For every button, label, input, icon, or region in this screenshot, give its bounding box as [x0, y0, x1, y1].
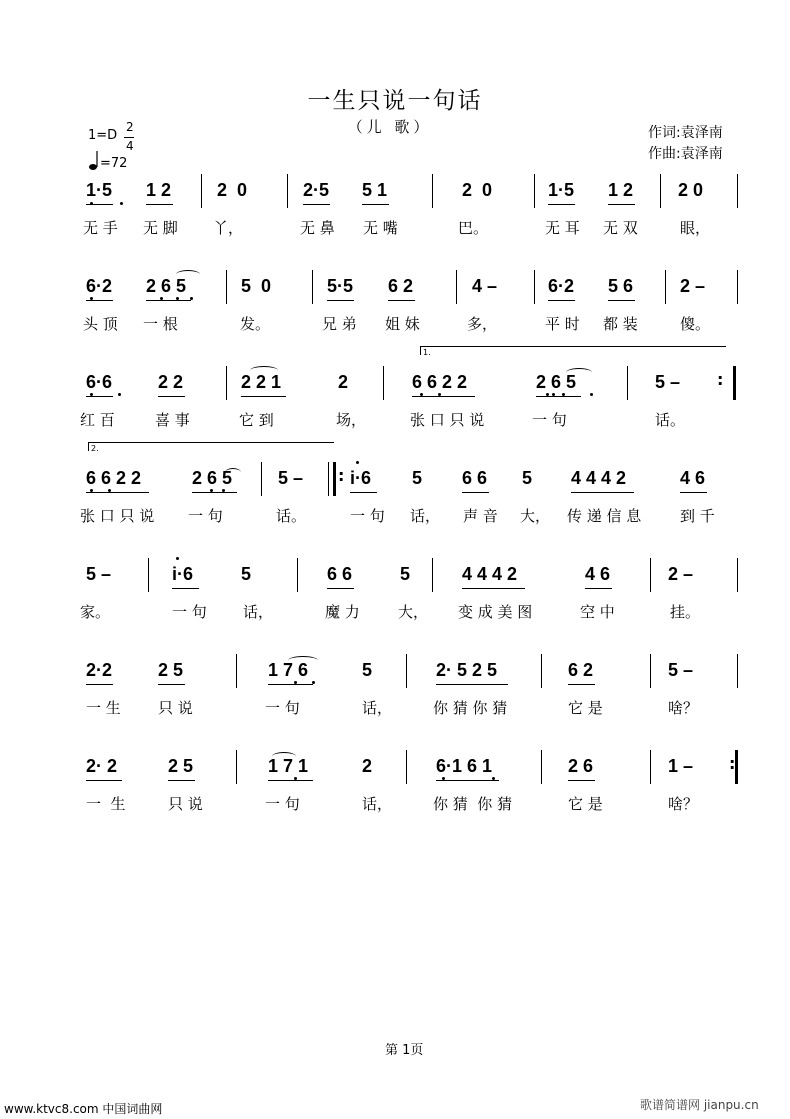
barline [148, 558, 149, 592]
note-group: 5 0 [241, 276, 272, 296]
barline [226, 366, 227, 400]
lyric-text: 一 句 [350, 507, 385, 525]
note-group: 2 0 [217, 180, 248, 200]
note-group: 1·5 [548, 180, 575, 200]
lyric-text: 一 生 [86, 795, 126, 813]
repeat-dots: : [717, 370, 724, 389]
lyric-text: 无 鼻 [300, 219, 335, 237]
note-group: 2 0 [678, 180, 704, 200]
note-group: 1 2 [146, 180, 172, 200]
repeat-end-bar [733, 366, 736, 400]
barline [201, 174, 202, 208]
barline [665, 270, 666, 304]
octave-dot [160, 297, 163, 300]
note-group: 5 [241, 564, 252, 584]
lyric-text: 话， [362, 795, 393, 813]
barline [541, 654, 542, 688]
note-group: 1 – [668, 756, 694, 776]
lyric-text: 巴。 [458, 219, 489, 237]
slur-arc [272, 752, 296, 761]
repeat-start-bar [333, 462, 336, 496]
octave-dot [420, 393, 423, 396]
lyric-text: 声 音 [463, 507, 498, 525]
note-group: 2· 2 [86, 756, 118, 776]
note-group: 6 2 [568, 660, 594, 680]
eighth-underline [168, 780, 195, 781]
lyric-text: 到 千 [680, 507, 715, 525]
song-subtitle: （儿 歌） [347, 118, 433, 136]
lyric-text: 都 装 [603, 315, 638, 333]
eighth-underline [146, 204, 173, 205]
note-group: 1 7 6 [268, 660, 309, 680]
lyric-text: 张 口 只 说 [80, 507, 155, 525]
volta-bracket [88, 442, 334, 451]
octave-dot [90, 489, 93, 492]
lyric-text: 傻。 [680, 315, 711, 333]
note-group: 2 – [680, 276, 706, 296]
time-signature-bottom: 4 [126, 139, 134, 153]
barline [541, 750, 542, 784]
eighth-underline [608, 300, 635, 301]
octave-dot [294, 681, 297, 684]
lyric-text: 它 是 [568, 699, 603, 717]
lyric-text: 场， [336, 411, 367, 429]
note-group: 2 [338, 372, 349, 392]
eighth-underline [86, 396, 113, 397]
barline [737, 654, 738, 688]
eighth-underline [192, 492, 237, 493]
barline [236, 750, 237, 784]
eighth-underline [436, 684, 508, 685]
lyric-text: 话。 [276, 507, 307, 525]
octave-dot [210, 489, 213, 492]
watermark-right: 歌谱简谱网 jianpu.cn [640, 1098, 759, 1112]
barline [534, 270, 535, 304]
lyric-text: 话， [410, 507, 441, 525]
eighth-underline [268, 780, 313, 781]
octave-dot [562, 393, 565, 396]
eighth-underline [548, 204, 575, 205]
lyric-text: 喜 事 [155, 411, 190, 429]
lyric-text: 它 是 [568, 795, 603, 813]
barline [737, 558, 738, 592]
lyric-text: 一 句 [265, 795, 300, 813]
barline [737, 270, 738, 304]
lyric-text: 姐 妹 [385, 315, 420, 333]
composer-credit: 作曲:袁泽南 [648, 146, 723, 162]
octave-dot [438, 393, 441, 396]
note-group: 2 6 [568, 756, 594, 776]
eighth-underline [86, 300, 113, 301]
lyric-text: 头 顶 [83, 315, 118, 333]
octave-dot [546, 393, 549, 396]
lyric-text: 家。 [80, 603, 111, 621]
note-group: 4 4 4 2 [571, 468, 627, 488]
note-group: 6 6 2 2 [412, 372, 468, 392]
note-group: 1 7 1 [268, 756, 309, 776]
volta-number: 2. [91, 444, 99, 453]
lyric-text: 一 句 [532, 411, 567, 429]
lyric-text: 无 耳 [545, 219, 580, 237]
slur-arc [225, 468, 241, 477]
eighth-underline [241, 396, 286, 397]
note-group: 5 – [86, 564, 112, 584]
barline [660, 174, 661, 208]
eighth-underline [86, 492, 149, 493]
note-group: i·6 [172, 564, 194, 584]
note-group: 5 – [668, 660, 694, 680]
eighth-underline [462, 588, 525, 589]
eighth-underline [568, 684, 595, 685]
lyric-text: 只 说 [168, 795, 203, 813]
note-group: 2· 5 2 5 [436, 660, 498, 680]
eighth-underline [172, 588, 199, 589]
note-group: 2 2 1 [241, 372, 282, 392]
lyric-text: 它 到 [239, 411, 274, 429]
eighth-underline [536, 396, 581, 397]
note-group: 6 2 [388, 276, 414, 296]
final-bar [735, 750, 738, 784]
barline [456, 270, 457, 304]
barline [737, 174, 738, 208]
note-group: 1 2 [608, 180, 634, 200]
note-group: 2·5 [303, 180, 330, 200]
eighth-underline [585, 588, 612, 589]
barline [534, 174, 535, 208]
note-group: 6·2 [86, 276, 113, 296]
volta-bracket [420, 346, 726, 355]
note-group: 2 5 [158, 660, 184, 680]
octave-dot [294, 777, 297, 780]
lyricist-credit: 作词:袁泽南 [648, 125, 723, 141]
lyric-text: 丫， [213, 219, 244, 237]
octave-dot [108, 489, 111, 492]
note-group: 4 6 [585, 564, 611, 584]
slur-arc [566, 368, 592, 377]
note-group: 5 [412, 468, 423, 488]
tempo-marking: =72 [100, 156, 128, 171]
barline [406, 654, 407, 688]
note-group: 2 5 [168, 756, 194, 776]
barline [297, 558, 298, 592]
barline [287, 174, 288, 208]
note-group: 1·5 [86, 180, 113, 200]
note-group: 2 6 5 [146, 276, 187, 296]
lyric-text: 变 成 美 图 [458, 603, 533, 621]
lyric-text: 大， [520, 507, 551, 525]
note-group: 2·2 [86, 660, 113, 680]
lyric-text: 啥？ [668, 795, 699, 813]
octave-dot [90, 202, 93, 205]
eighth-underline [568, 780, 595, 781]
eighth-underline [268, 684, 313, 685]
note-group: 5 – [278, 468, 304, 488]
eighth-underline [548, 300, 575, 301]
lyric-text: 无 双 [603, 219, 638, 237]
octave-dot [120, 202, 123, 205]
eighth-underline [362, 204, 389, 205]
eighth-underline [327, 588, 354, 589]
note-group: 5 1 [362, 180, 388, 200]
lyric-text: 一 句 [188, 507, 223, 525]
time-signature-top: 2 [126, 120, 134, 134]
octave-dot [492, 777, 495, 780]
octave-dot [222, 489, 225, 492]
lyric-text: 传 递 信 息 [567, 507, 642, 525]
barline [650, 750, 651, 784]
high-octave-dot [356, 461, 359, 464]
note-group: 2 6 5 [192, 468, 233, 488]
lyric-text: 无 脚 [143, 219, 178, 237]
lyric-text: 话， [243, 603, 274, 621]
barline [312, 270, 313, 304]
barline [261, 462, 262, 496]
octave-dot [590, 393, 593, 396]
lyric-text: 张 口 只 说 [410, 411, 485, 429]
barline [406, 750, 407, 784]
note-group: 2 [362, 756, 373, 776]
lyric-text: 红 百 [80, 411, 115, 429]
note-group: 4 6 [680, 468, 706, 488]
slur-arc [288, 656, 318, 665]
eighth-underline [412, 396, 475, 397]
note-group: 6·2 [548, 276, 575, 296]
note-group: 2 0 [462, 180, 493, 200]
eighth-underline [86, 780, 122, 781]
note-group: 5 6 [608, 276, 634, 296]
lyric-text: 挂。 [670, 603, 701, 621]
note-group: 6·6 [86, 372, 113, 392]
lyric-text: 眼， [680, 219, 711, 237]
note-group: 6 6 2 2 [86, 468, 142, 488]
note-group: 6·1 6 1 [436, 756, 493, 776]
lyric-text: 发。 [240, 315, 271, 333]
volta-number: 1. [423, 348, 431, 357]
octave-dot [90, 393, 93, 396]
barline [328, 462, 329, 496]
watermark-left: www.ktvc8.com 中国词曲网 [4, 1102, 163, 1116]
lyric-text: 只 说 [158, 699, 193, 717]
eighth-underline [158, 396, 185, 397]
note-group: i·6 [350, 468, 372, 488]
lyric-text: 空 中 [580, 603, 615, 621]
barline [236, 654, 237, 688]
lyric-text: 一 句 [265, 699, 300, 717]
eighth-underline [436, 780, 499, 781]
slur-arc [250, 366, 278, 375]
octave-dot [90, 297, 93, 300]
barline [226, 270, 227, 304]
octave-dot [552, 393, 555, 396]
note-group: 4 – [472, 276, 498, 296]
lyric-text: 啥？ [668, 699, 699, 717]
note-group: 5 – [655, 372, 681, 392]
note-group: 2 6 5 [536, 372, 577, 392]
repeat-dots: : [729, 754, 736, 773]
eighth-underline [146, 300, 191, 301]
lyric-text: 话。 [655, 411, 686, 429]
note-group: 2 – [668, 564, 694, 584]
octave-dot [118, 393, 121, 396]
octave-dot [176, 297, 179, 300]
eighth-underline [608, 204, 635, 205]
barline [650, 654, 651, 688]
song-title: 一生只说一句话 [307, 88, 483, 114]
lyric-text: 无 嘴 [363, 219, 398, 237]
lyric-text: 一 根 [143, 315, 178, 333]
eighth-underline [462, 492, 489, 493]
octave-dot [312, 681, 315, 684]
note-group: 6 6 [462, 468, 488, 488]
lyric-text: 平 时 [545, 315, 580, 333]
eighth-underline [350, 492, 377, 493]
eighth-underline [327, 300, 354, 301]
barline [383, 366, 384, 400]
lyric-text: 兄 弟 [322, 315, 357, 333]
eighth-underline [571, 492, 634, 493]
note-group: 5·5 [327, 276, 354, 296]
note-group: 6 6 [327, 564, 353, 584]
eighth-underline [158, 684, 185, 685]
eighth-underline [680, 492, 707, 493]
lyric-text: 一 句 [172, 603, 207, 621]
barline [432, 174, 433, 208]
note-group: 5 [362, 660, 373, 680]
note-group: 2 2 [158, 372, 184, 392]
repeat-dots: : [338, 466, 345, 485]
octave-dot [442, 777, 445, 780]
lyric-text: 话， [362, 699, 393, 717]
note-group: 5 [400, 564, 411, 584]
lyric-text: 你 猜 你 猜 [433, 699, 508, 717]
eighth-underline [86, 684, 113, 685]
lyric-text: 大， [398, 603, 429, 621]
high-octave-dot [176, 557, 179, 560]
lyric-text: 多， [467, 315, 498, 333]
barline [432, 558, 433, 592]
slur-arc [176, 270, 200, 279]
lyric-text: 魔 力 [325, 603, 360, 621]
lyric-text: 一 生 [86, 699, 121, 717]
eighth-underline [303, 204, 330, 205]
page-number: 第 1页 [385, 1043, 424, 1058]
note-group: 5 [522, 468, 533, 488]
lyric-text: 你 猜 你 猜 [433, 795, 513, 813]
octave-dot [190, 297, 193, 300]
lyric-text: 无 手 [83, 219, 118, 237]
barline [627, 366, 628, 400]
barline [650, 558, 651, 592]
note-group: 4 4 4 2 [462, 564, 518, 584]
key-signature: 1=D [88, 128, 118, 143]
eighth-underline [388, 300, 415, 301]
